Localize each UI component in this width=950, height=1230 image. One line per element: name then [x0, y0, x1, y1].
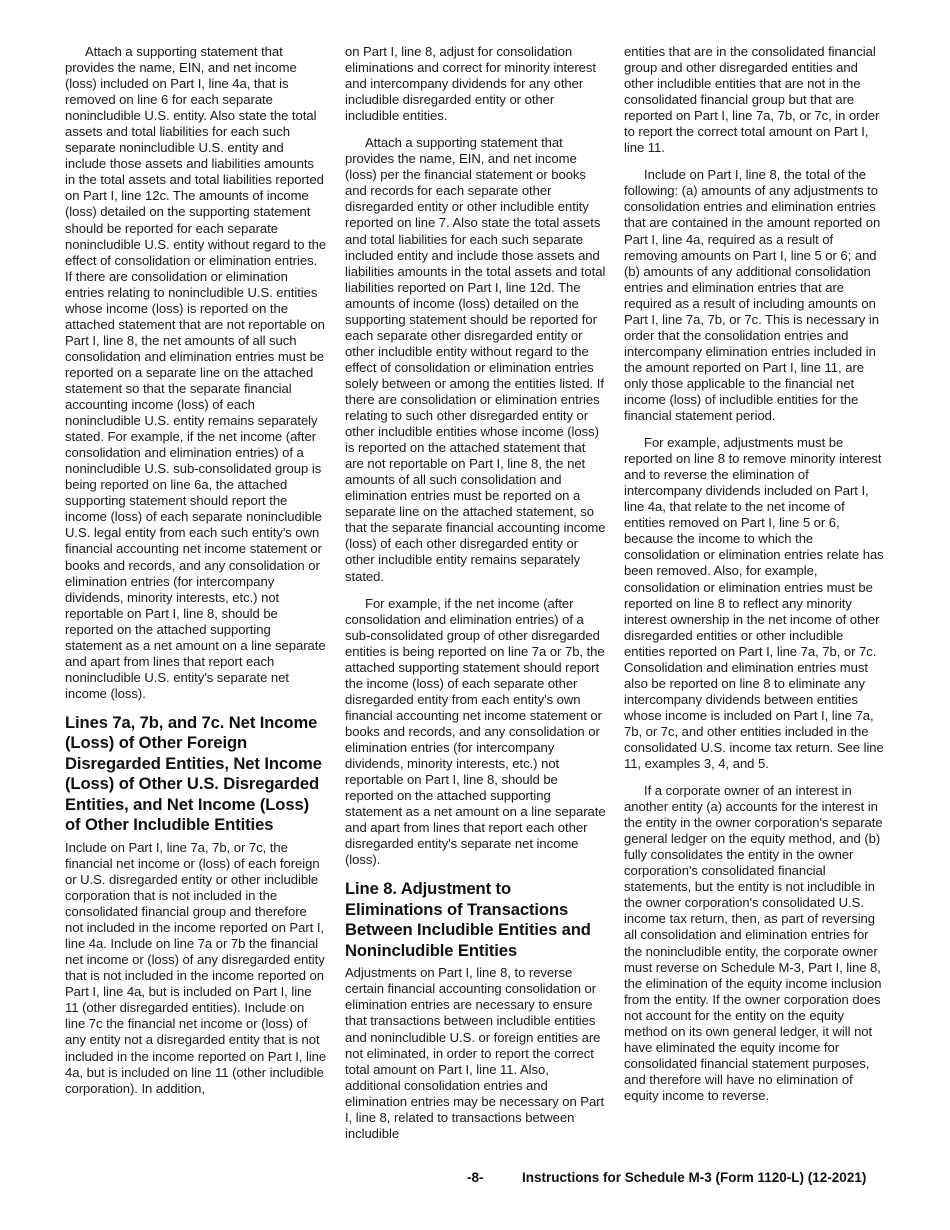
paragraph: Attach a supporting statement that provides the name, EIN, and net income (loss) included on Part I, line 4a, that is removed on line 6 for each separate nonincludible U.S. entity. Also state the total assets and total liabilities for each such separate nonincludible U.S. entity and include those assets and liabilities amounts in the total assets and total liabilities reported on Part I, line 12c. The amounts of income (loss) detailed on the supporting statement should be reported for each separate nonincludible U.S. entity without regard to the effect of consolidation or elimination entries. If there are consolidation or elimination entries relating to nonincludible U.S. entities whose income (loss) is reported on the attached statement that are not reportable on Part I, line 8, the net amounts of all such consolidation and elimination entries must be reported on a separate line on the attached statement so that the separate financial accounting income (loss) of each nonincludible U.S. entity remains separately stated. For example, if the net income (after consolidation and elimination entries) of a nonincludible U.S. sub-consolidated group is being reported on line 6a, the attached supporting statement should report the income (loss) of each separate nonincludible U.S. legal entity from each such entity's own financial accounting net income statement or books and records, and any consolidation or elimination entries (for intercompany dividends, minority interests, etc.) not reportable on Part I, line 8, should be reported on the attached supporting statement as a net amount on a line separate and apart from lines that report each nonincludible U.S. entity's separate net income (loss). [65, 44, 327, 701]
paragraph: Include on Part I, line 8, the total of the following: (a) amounts of any adjustments to consolidation entries and elimination entries that are contained in the amount reported on Part I, line 4a, required as a result of removing amounts on Part I, line 5 or 6; and (b) amounts of any additional consolidation entries and elimination entries that are required as a result of including amounts on Part I, line 7a, 7b, or 7c. This is necessary in order that the consolidation entries and intercompany elimination entries included in the amount reported on Part I, line 11, are only those applicable to the financial net income (loss) of includible entities for the financial statement period. [624, 167, 881, 424]
document-title: Instructions for Schedule M-3 (Form 1120-L) (12-2021) [522, 1170, 867, 1185]
paragraph: For example, if the net income (after consolidation and elimination entries) of a sub-consolidated group of other disregarded entities is being reported on line 7a or 7b, the attached supporting statement should report the income (loss) of each separate other disregarded entity from each entity's own financial accounting net income statement or books and records, and any consolidation or elimination entries (for intercompany dividends, minority interests, etc.) not reportable on Part I, line 8, should be reported on the attached supporting statement as a net amount on a line separate and apart from lines that report each other disregarded entity's separate net income (loss). [345, 595, 606, 868]
section-heading: Lines 7a, 7b, and 7c. Net Income (Loss) of Other Foreign Disregarded Entities, Net Income (Loss) of Other U.S. Disregarded Entities, and Net Income (Loss) of Other Includible Entities [65, 712, 322, 835]
page-number: -8- [467, 1170, 484, 1185]
text-column-2 [345, 44, 607, 1153]
paragraph: entities that are in the consolidated financial group and other disregarded entities and other includible entities that are not in the consolidated financial group but that are reported on Part I, line 7a, 7b, or 7c, in order to report the correct total amount on Part I, line 11. [624, 44, 880, 156]
paragraph: Adjustments on Part I, line 8, to reverse certain financial accounting consolidation or elimination entries are necessary to ensure that transactions between includible entities and nonincludible U.S. or foreign entities are not eliminated, in order to report the correct total amount on Part I, line 11. Also, additional consolidation entries and elimination entries may be necessary on Part I, line 8, related to transactions between includible [345, 965, 605, 1141]
text-column-3 [624, 44, 886, 1115]
text-column-1 [65, 44, 327, 1108]
paragraph: Include on Part I, line 7a, 7b, or 7c, the financial net income or (loss) of each foreign or U.S. disregarded entity or other includible corporation that is not included in the consolidated financial group and therefore not included in the income reported on Part I, line 4a. Include on line 7a or 7b the financial net income or (loss) of any disregarded entity that is not included in the income reported on Part I, line 4a, but is included on Part I, line 11 (other disregarded entities). Include on line 7c the financial net income or (loss) of any entity not a disregarded entity that is not included in the income reported on Part I, line 4a, but is included on line 11 (other includible corporation). In addition, [65, 839, 327, 1096]
section-heading: Line 8. Adjustment to Eliminations of Transactions Between Includible Entities and Nonincludible Entities [345, 879, 591, 960]
paragraph: Attach a supporting statement that provides the name, EIN, and net income (loss) per the financial statement or books and records for each separate other disregarded entity or other includible entity reported on line 7. Also state the total assets and total liabilities for each such separate included entity and include those assets and liabilities amounts in the total assets and total liabilities reported on Part I, line 12d. The amounts of income (loss) detailed on the supporting statement should be reported for each separate other disregarded entity or other includible entity without regard to the effect of consolidation or elimination entries solely between or among the entities listed. If there are consolidation or elimination entries relating to such other disregarded entity or other includible entities whose income (loss) is reported on the attached statement that are not reportable on Part I, line 8, the net amounts of all such consolidation and elimination entries must be reported on a separate line on the attached statement, so that the separate financial accounting income (loss) of each other disregarded entity or other includible entity remains separately stated. [345, 135, 606, 584]
paragraph: on Part I, line 8, adjust for consolidation eliminations and correct for minority interest and intercompany dividends for any other includible disregarded entity or other includible entities. [345, 44, 596, 124]
paragraph: For example, adjustments must be reported on line 8 to remove minority interest and to reverse the elimination of intercompany dividends included on Part I, line 4a, that relate to the net income of entities removed on Part I, line 5 or 6, because the income to which the consolidation or elimination entries relate has been removed. Also, for example, consolidation or elimination entries must be reported on line 8 to reflect any minority interest ownership in the net income of other disregarded entities or other includible entities reported on Part I, line 7a, 7b, or 7c. Consolidation and elimination entries must also be reported on line 8 to eliminate any intercompany dividends between entities whose income is included on Part I, line 7a, 7b, or 7c, and other entities included in the consolidated U.S. income tax return. See line 11, examples 3, 4, and 5. [624, 435, 884, 772]
paragraph: If a corporate owner of an interest in another entity (a) accounts for the interest in the entity in the owner corporation's separate general ledger on the equity method, and (b) fully consolidates the entity in the owner corporation's consolidated financial statements, but the entity is not includible in the owner corporation's consolidated U.S. income tax return, then, as part of reversing all consolidation and elimination entries for the nonincludible entity, the corporate owner must reverse on Schedule M-3, Part I, line 8, the elimination of the equity income inclusion from the entity. If the owner corporation does not account for the entity on the equity method on its own general ledger, it will not have eliminated the equity income for consolidated financial statement purposes, and therefore will have no elimination of equity income to reverse. [624, 783, 883, 1103]
